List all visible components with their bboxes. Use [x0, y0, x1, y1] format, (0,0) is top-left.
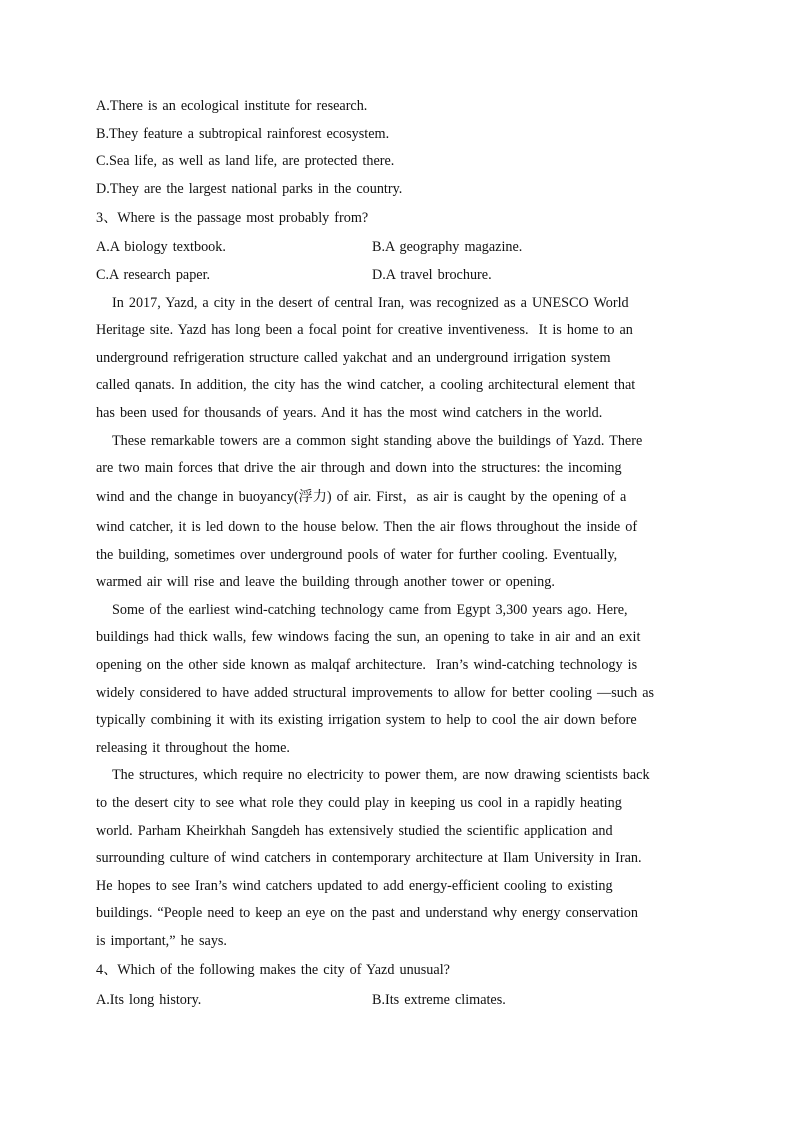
passage-p3-line: widely considered to have added structural improvements to allow for better cooling —such as	[96, 685, 655, 701]
passage-p3-line: buildings had thick walls, few windows facing the sun, an opening to take in air and an exit	[96, 629, 641, 645]
passage-p3-line: opening on the other side known as malqaf architecture. Iran’s wind-catching technology is	[96, 657, 638, 673]
passage-p4-line: buildings. “People need to keep an eye on the past and understand why energy conservation	[96, 905, 638, 921]
passage-p1-line: Heritage site. Yazd has long been a focal point for creative inventiveness. It is home to an	[96, 322, 633, 338]
q4-option-a: A.Its long history.	[96, 992, 202, 1008]
q3-question: 3、Where is the passage most probably from?	[96, 210, 369, 226]
passage-p1-line: has been used for thousands of years. And it has the most wind catchers in the world.	[96, 405, 603, 421]
passage-p4-line: surrounding culture of wind catchers in contemporary architecture at Ilam University in Iran.	[96, 850, 642, 866]
q2-option-b: B.They feature a subtropical rainforest ecosystem.	[96, 126, 390, 142]
passage-p4-line: The structures, which require no electricity to power them, are now drawing scientists back	[112, 767, 650, 783]
passage-p4-line: world. Parham Kheirkhah Sangdeh has extensively studied the scientific application and	[96, 823, 613, 839]
q2-option-a: A.There is an ecological institute for research.	[96, 98, 368, 114]
q4-option-b: B.Its extreme climates.	[372, 992, 506, 1008]
passage-p1-line: In 2017, Yazd, a city in the desert of central Iran, was recognized as a UNESCO World	[112, 295, 629, 311]
q4-question: 4、Which of the following makes the city of Yazd unusual?	[96, 962, 450, 978]
q3-option-b: B.A geography magazine.	[372, 239, 523, 255]
q2-option-d: D.They are the largest national parks in the country.	[96, 181, 403, 197]
passage-p4-line: to the desert city to see what role they could play in keeping us cool in a rapidly heating	[96, 795, 622, 811]
passage-p1-line: called qanats. In addition, the city has the wind catcher, a cooling architectural element that	[96, 377, 636, 393]
passage-p3-line: Some of the earliest wind-catching technology came from Egypt 3,300 years ago. Here,	[112, 602, 628, 618]
passage-p4-line: is important,” he says.	[96, 933, 227, 949]
passage-p2-line: wind and the change in buoyancy(浮力) of air. First，as air is caught by the opening of a	[96, 489, 627, 505]
passage-p2-line: are two main forces that drive the air through and down into the structures: the incoming	[96, 460, 622, 476]
passage-p2-line: warmed air will rise and leave the building through another tower or opening.	[96, 574, 555, 590]
passage-p2-line: wind catcher, it is led down to the house below. Then the air flows throughout the inside of	[96, 519, 638, 535]
q3-option-a: A.A biology textbook.	[96, 239, 226, 255]
passage-p3-line: typically combining it with its existing irrigation system to help to cool the air down before	[96, 712, 637, 728]
q3-option-c: C.A research paper.	[96, 267, 211, 283]
passage-p1-line: underground refrigeration structure called yakchat and an underground irrigation system	[96, 350, 611, 366]
passage-p2-line: the building, sometimes over underground pools of water for further cooling. Eventually,	[96, 547, 618, 563]
q2-option-c: C.Sea life, as well as land life, are protected there.	[96, 153, 395, 169]
q3-option-d: D.A travel brochure.	[372, 267, 492, 283]
passage-p2-line: These remarkable towers are a common sight standing above the buildings of Yazd. There	[112, 433, 643, 449]
passage-p4-line: He hopes to see Iran’s wind catchers updated to add energy-efficient cooling to existing	[96, 878, 613, 894]
passage-p3-line: releasing it throughout the home.	[96, 740, 290, 756]
